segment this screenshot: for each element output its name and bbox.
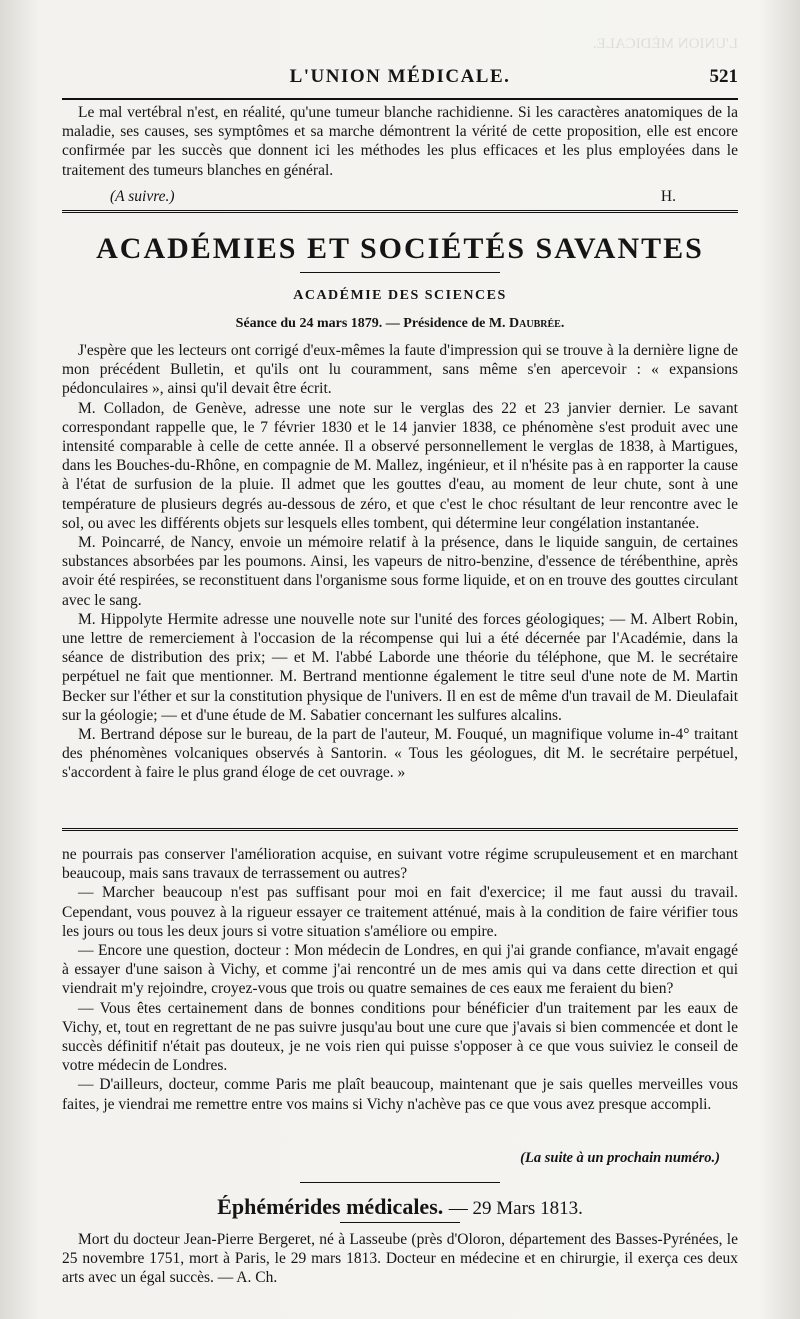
title-underline [300,272,500,273]
section-divider [62,210,738,213]
dialogue-paragraph: — Encore une question, docteur : Mon médecin de Londres, en qui j'ai grande confiance, m'avait engagé à essayer d'une saison à Vichy, et comme j'ai rencontré un de mes amis qui va dans cette direction et qui viendrait m'y rejoindre, croyez-vous que trois ou quatre semaines de ces eaux me feraient du bien? [62,942,738,998]
session-prefix: Séance du 24 mars 1879. — Présidence de M. [235,316,506,331]
ephemerides-article [62,1230,738,1288]
title-underline [340,1222,460,1223]
intro-paragraph: Le mal vertébral n'est, en réalité, qu'une tumeur blanche rachidienne. Si les caractères anatomiques de la maladie, ses causes, ses symptômes et sa marche démontrent la vérité de cette proposition, elle est encore confirmée par les succès que donnent ici les méthodes les plus efficaces et les plus employées dans le traitement des tumeurs blanches en général. [62,104,738,179]
page-number: 521 [709,66,738,87]
page-header [62,62,738,96]
academies-paragraph: M. Hippolyte Hermite adresse une nouvelle note sur l'unité des forces géologiques; — M. Albert Robin, une lettre de remerciement à l'occasion de la récompense qui lui a été décernée par l'Académie, dans la séance de distribution des prix; — et M. l'abbé Laborde une théorie du téléphone, que M. le secrétaire perpétuel ne fait que mentionner. M. Bertrand mentionne également le titre seul d'une note de M. Martin Becker sur l'éther et sur la constitution physique de l'univers. Il en est de même d'un travail de M. Dieulafait sur la géologie; — et d'une étude de M. Sabatier concernant les sulfures alcalins. [62,610,738,724]
header-rule [62,98,738,100]
ephemerides-paragraph: Mort du docteur Jean-Pierre Bergeret, né à Lasseube (près d'Oloron, département des Basses-Pyrénées, le 25 novembre 1751, mort à Paris, le 29 mars 1813. Docteur en médecine et en chirurgie, il exerça ces deux arts avec un égal succès. — A. Ch. [62,1231,738,1287]
section-divider [62,828,738,831]
short-divider [300,1182,500,1183]
dialogue-paragraph: — Marcher beaucoup n'est pas suffisant pour moi en fait d'exercice; il me faut aussi du travail. Cependant, vous pouvez à la rigueur essayer ce traitement atténué, mais à la condition de faire vérifier tous les jours ou tous les deux jours si votre situation s'améliore ou empire. [62,884,738,940]
journal-title: L'UNION MÉDICALE. [289,66,511,87]
session-line [62,316,738,332]
ephemerides-title: Éphémérides médicales. [217,1194,444,1219]
dialogue-article [62,845,738,1114]
academies-paragraph: M. Colladon, de Genève, adresse une note sur le verglas des 22 et 23 janvier dernier. Le savant correspondant rappelle que, le 7 février 1830 et le 14 janvier 1838, ce phénomène s'est produit avec une intensité comparable à celle de cette année. Il a observé personnellement le verglas de 1838, à Martigues, dans les Bouches-du-Rhône, en compagnie de M. Mallez, ingénieur, et il n'hésite pas à en rapporter la cause à l'état de surfusion de la pluie. Il admet que les gouttes d'eau, au moment de leur chute, sont à une température de plusieurs degrés au-dessous de zéro, et que c'est le choc résultant de leur rencontre avec le sol, ou avec les différents objets sur lesquels elles tombent, qui détermine leur congélation instantanée. [62,399,738,532]
academies-paragraph: J'espère que les lecteurs ont corrigé d'eux-mêmes la faute d'impression qui se trouve à la dernière ligne de mon précédent Bulletin, et qu'ils ont lu couramment, sans même s'en apercevoir : « expansions pédonculaires », ainsi qu'il devait être écrit. [62,342,738,398]
ephemerides-title-line [62,1194,738,1220]
subsection-title: ACADÉMIE DES SCIENCES [293,288,507,303]
to-follow-note: (La suite à un prochain numéro.) [520,1150,720,1166]
section-title: ACADÉMIES ET SOCIÉTÉS SAVANTES [96,232,704,265]
dialogue-paragraph: ne pourrais pas conserver l'amélioration acquise, en suivant votre régime scrupuleusement et en marchant beaucoup, mais sans travaux de terrassement ou autres? [62,846,738,883]
academies-article [62,341,738,783]
intro-article [62,103,738,180]
session-president: Daubrée. [509,316,565,331]
ephemerides-date: — 29 Mars 1813. [448,1198,583,1219]
dialogue-paragraph: — Vous êtes certainement dans de bonnes conditions pour bénéficier d'un traitement par les eaux de Vichy, et, tout en regrettant de ne pas suivre jusqu'au bout une cure que j'avais si bien commencée et dont le succès définitif n'était pas douteux, je ne vois rien qui puisse s'opposer à ce que vous suiviez le conseil de votre médecin de Londres. [62,999,738,1075]
academies-paragraph: M. Bertrand dépose sur le bureau, de la part de l'auteur, M. Fouqué, un magnifique volume in-4° traitant des phénomènes volcaniques observés à Santorin. « Tous les géologues, dit M. le secrétaire perpétuel, s'accordent à faire le plus grand éloge de cet ouvrage. » [62,726,738,782]
author-initial: H. [660,188,676,205]
show-through-text: L'UNION MÉDICALE. [592,36,738,52]
to-follow-note: (A suivre.) [110,188,175,205]
academies-paragraph: M. Poincarré, de Nancy, envoie un mémoire relatif à la présence, dans le liquide sanguin, de certaines substances absorbées par les poumons. Ainsi, les vapeurs de nitro-benzine, d'essence de térébenthine, après avoir été respirées, se reconstituent dans l'organisme sous forme liquide, et on en trouve des gouttes circulant avec le sang. [62,534,738,609]
dialogue-paragraph: — D'ailleurs, docteur, comme Paris me plaît beaucoup, maintenant que je sais quelles merveilles vous faites, je viendrai me remettre entre vos mains si Vichy n'achève pas ce que vous avez presque accompli. [62,1076,738,1113]
